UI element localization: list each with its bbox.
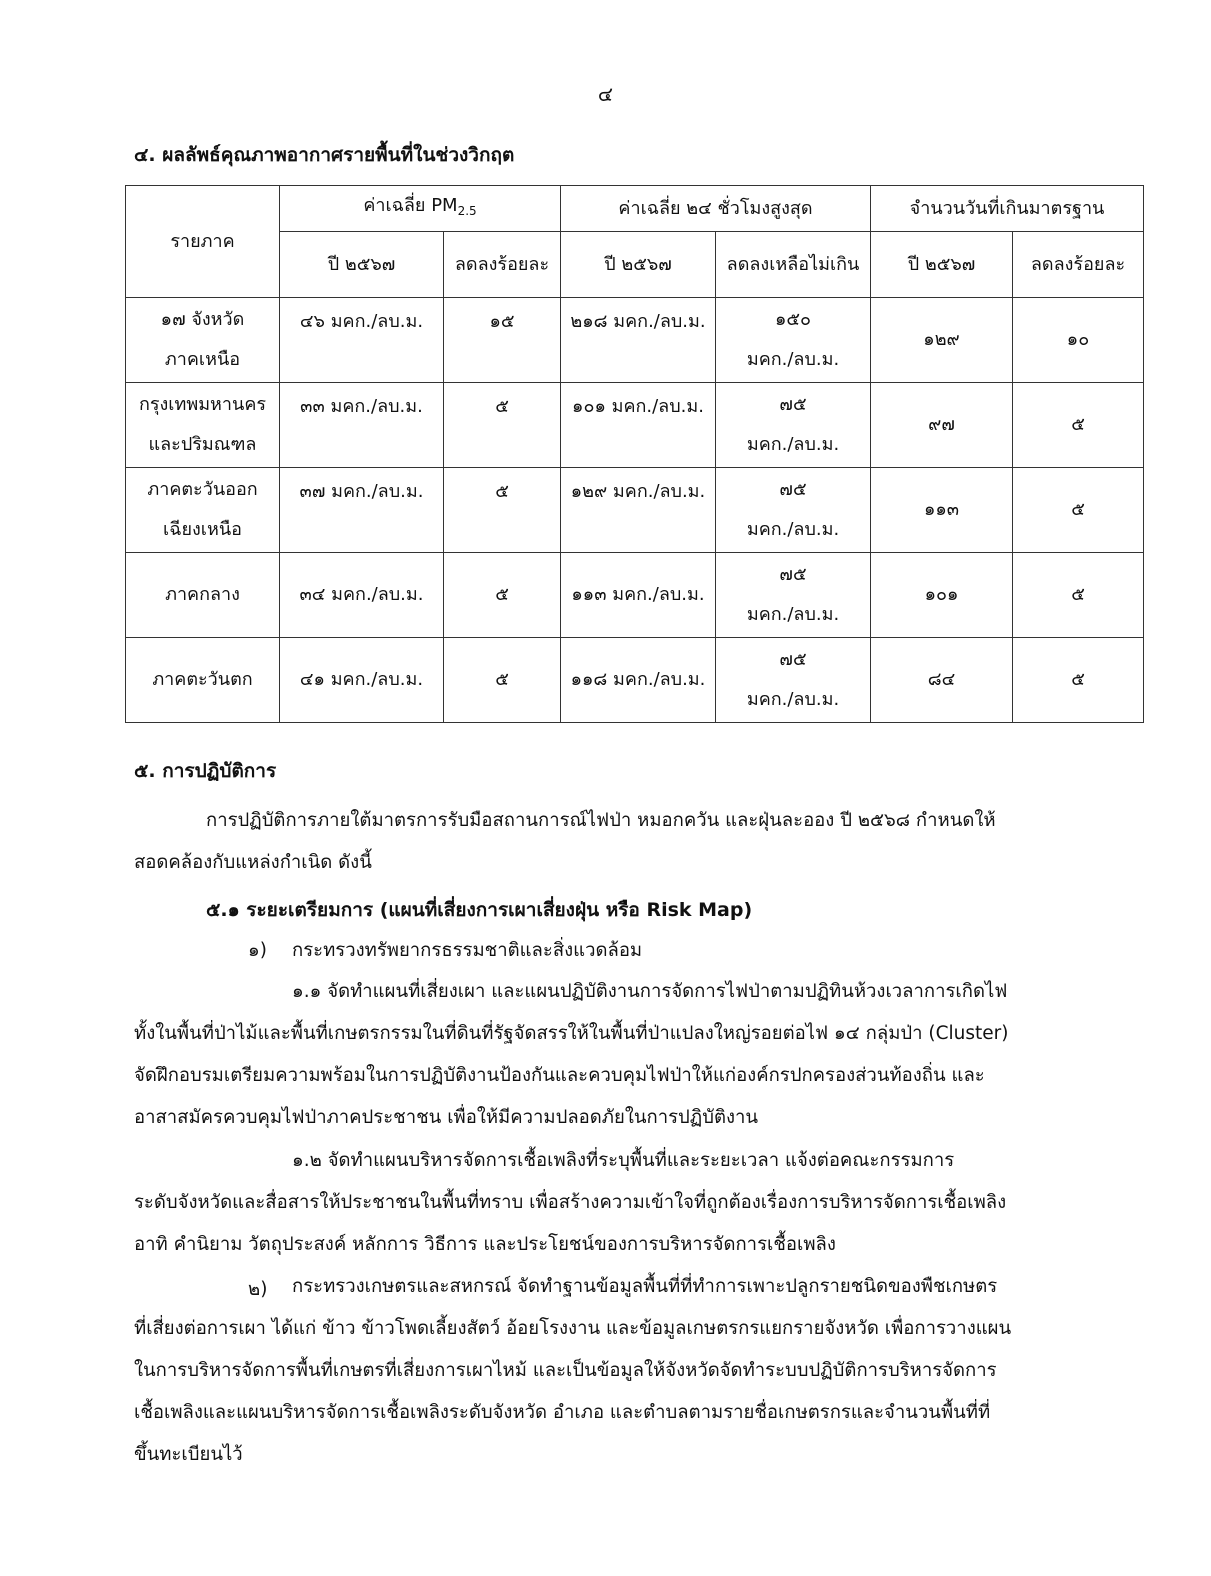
- intro-line: สอดคล้องกับแหล่งกำเนิด ดังนี้: [134, 852, 372, 873]
- paragraph-line: ระดับจังหวัดและสื่อสารให้ประชาชนในพื้นที่ทราบ เพื่อสร้างความเข้าใจที่ถูกต้องเรื่องการบริหารจัดการเชื้อเพลิง: [134, 1192, 1007, 1213]
- max-limit-unit: มคก./ลบ.ม.: [746, 689, 840, 710]
- max-limit-cell: [716, 298, 871, 383]
- subheader-pm-2567: ปี ๒๕๖๗: [280, 232, 444, 298]
- paragraph-line: ที่เสี่ยงต่อการเผา ได้แก่ ข้าว ข้าวโพดเลี้ยงสัตว์ อ้อยโรงงาน และข้อมูลเกษตรกรแยกรายจังหวัด เพื่อการวางแผน: [134, 1318, 1012, 1339]
- section-4-title: ๔. ผลลัพธ์คุณภาพอากาศรายพื้นที่ในช่วงวิกฤต: [134, 144, 515, 166]
- paragraph-line: ๑.๑ จัดทำแผนที่เสี่ยงเผา และแผนปฏิบัติงานการจัดการไฟป่าตามปฏิทินห้วงเวลาการเกิดไฟ: [292, 981, 1008, 1002]
- region-line: ภาคตะวันออก: [147, 479, 258, 500]
- max-limit-cell: [716, 553, 871, 638]
- paragraph-line: ทั้งในพื้นที่ป่าไม้และพื้นที่เกษตรกรรมในที่ดินที่รัฐจัดสรรให้ในพื้นที่ป่าแปลงใหญ่รอยต่อไฟ ๑๔ กลุ่มป่า (Cluster): [134, 1023, 1009, 1044]
- max-24h-header: ค่าเฉลี่ย ๒๔ ชั่วโมงสูงสุด: [561, 186, 871, 232]
- paragraph-line: ขึ้นทะเบียนไว้: [134, 1444, 243, 1465]
- exceed-days-header: จำนวนวันที่เกินมาตรฐาน: [871, 186, 1144, 232]
- intro-line: การปฏิบัติการภายใต้มาตรการรับมือสถานการณ์ไฟป่า หมอกควัน และฝุ่นละออง ปี ๒๕๖๘ กำหนดให้: [206, 810, 996, 831]
- paragraph-line: ๑.๒ จัดทำแผนบริหารจัดการเชื้อเพลิงที่ระบุพื้นที่และระยะเวลา แจ้งต่อคณะกรรมการ: [292, 1150, 955, 1171]
- subheader-days-2567: ปี ๒๕๖๗: [871, 232, 1013, 298]
- table-row: [126, 638, 1144, 723]
- pm-2567-cell: ๓๔ มคก./ลบ.ม.: [280, 553, 444, 638]
- region-line: ๑๗ จังหวัด: [160, 309, 245, 330]
- pm-reduce-cell: ๕: [444, 468, 561, 553]
- region-line: เฉียงเหนือ: [163, 519, 242, 540]
- days-2567-cell: ๑๐๑: [871, 553, 1013, 638]
- max-2567-cell: ๑๐๑ มคก./ลบ.ม.: [561, 383, 716, 468]
- days-2567-cell: ๘๔: [871, 638, 1013, 723]
- days-reduce-cell: ๕: [1013, 553, 1144, 638]
- item-2-paragraph: [134, 1266, 1064, 1476]
- max-2567-cell: ๑๒๙ มคก./ลบ.ม.: [561, 468, 716, 553]
- paragraph-line: เชื้อเพลิงและแผนบริหารจัดการเชื้อเพลิงระดับจังหวัด อำเภอ และตำบลตามรายชื่อเกษตรกรและจำนวนพื้นที่ที่: [134, 1402, 991, 1423]
- region-line: กรุงเทพมหานคร: [138, 394, 267, 415]
- days-reduce-cell: ๕: [1013, 383, 1144, 468]
- item-1-title: กระทรวงทรัพยากรธรรมชาติและสิ่งแวดล้อม: [292, 940, 643, 961]
- region-line: และปริมณฑล: [148, 434, 257, 455]
- max-limit-value: ๗๕: [779, 564, 807, 585]
- max-limit-unit: มคก./ลบ.ม.: [746, 434, 840, 455]
- max-2567-cell: ๒๑๘ มคก./ลบ.ม.: [561, 298, 716, 383]
- subheader-days-reduce: ลดลงร้อยละ: [1013, 232, 1144, 298]
- subheader-max-limit: ลดลงเหลือไม่เกิน: [716, 232, 871, 298]
- pm-2567-cell: ๔๑ มคก./ลบ.ม.: [280, 638, 444, 723]
- table-row: [126, 468, 1144, 553]
- table-row: [126, 298, 1144, 383]
- days-2567-cell: ๑๒๙: [871, 298, 1013, 383]
- region-line: ภาคเหนือ: [164, 349, 241, 370]
- pm-reduce-cell: ๕: [444, 383, 561, 468]
- max-limit-value: ๗๕: [779, 649, 807, 670]
- subheader-pm-reduce: ลดลงร้อยละ: [444, 232, 561, 298]
- section-5-intro: [134, 800, 1064, 884]
- max-limit-cell: [716, 638, 871, 723]
- item-1-number: ๑): [248, 940, 267, 961]
- region-cell: ภาคตะวันตก: [126, 638, 280, 723]
- days-2567-cell: ๑๑๓: [871, 468, 1013, 553]
- region-cell: [126, 298, 280, 383]
- page-number: ๔: [597, 82, 614, 106]
- max-limit-unit: มคก./ลบ.ม.: [746, 519, 840, 540]
- max-limit-value: ๗๕: [779, 479, 807, 500]
- paragraph-line: ในการบริหารจัดการพื้นที่เกษตรที่เสี่ยงการเผาไหม้ และเป็นข้อมูลให้จังหวัดจัดทำระบบปฏิบัติการบริหารจัดการ: [134, 1360, 997, 1381]
- pm-subscript: 2.5: [457, 204, 477, 218]
- region-header: รายภาค: [126, 186, 280, 298]
- region-cell: [126, 468, 280, 553]
- paragraph-line: กระทรวงเกษตรและสหกรณ์ จัดทำฐานข้อมูลพื้นที่ที่ทำการเพาะปลูกรายชนิดของพืชเกษตร: [292, 1276, 998, 1297]
- pm-reduce-cell: ๕: [444, 553, 561, 638]
- region-cell: [126, 383, 280, 468]
- max-limit-unit: มคก./ลบ.ม.: [746, 349, 840, 370]
- air-quality-table: [125, 185, 1144, 723]
- table-row: [126, 383, 1144, 468]
- pm-reduce-cell: ๕: [444, 638, 561, 723]
- max-limit-cell: [716, 383, 871, 468]
- item-1-1-paragraph: [134, 971, 1064, 1139]
- days-reduce-cell: ๑๐: [1013, 298, 1144, 383]
- days-reduce-cell: ๕: [1013, 468, 1144, 553]
- item-1-2-paragraph: [134, 1140, 1064, 1266]
- paragraph-line: จัดฝึกอบรมเตรียมความพร้อมในการปฏิบัติงานป้องกันและควบคุมไฟป่าให้แก่องค์กรปกครองส่วนท้องถิ่น และ: [134, 1065, 985, 1086]
- section-5-title: ๕. การปฏิบัติการ: [134, 760, 277, 782]
- days-reduce-cell: ๕: [1013, 638, 1144, 723]
- pm-2567-cell: ๔๖ มคก./ลบ.ม.: [280, 298, 444, 383]
- max-2567-cell: ๑๑๓ มคก./ลบ.ม.: [561, 553, 716, 638]
- max-limit-value: ๑๕๐: [774, 309, 812, 330]
- max-2567-cell: ๑๑๘ มคก./ลบ.ม.: [561, 638, 716, 723]
- max-limit-value: ๗๕: [779, 394, 807, 415]
- pm-2567-cell: ๓๓ มคก./ลบ.ม.: [280, 383, 444, 468]
- max-limit-cell: [716, 468, 871, 553]
- pm-reduce-cell: ๑๕: [444, 298, 561, 383]
- subsection-5-1-title: ๕.๑ ระยะเตรียมการ (แผนที่เสี่ยงการเผาเสี่ยงฝุ่น หรือ Risk Map): [206, 899, 753, 921]
- pm-average-label: ค่าเฉลี่ย PM: [363, 195, 458, 216]
- pm-average-header: [280, 186, 561, 232]
- item-2-number: ๒): [248, 1279, 268, 1300]
- pm-2567-cell: ๓๗ มคก./ลบ.ม.: [280, 468, 444, 553]
- max-limit-unit: มคก./ลบ.ม.: [746, 604, 840, 625]
- paragraph-line: อาทิ คำนิยาม วัตถุประสงค์ หลักการ วิธีการ และประโยชน์ของการบริหารจัดการเชื้อเพลิง: [134, 1234, 836, 1255]
- subheader-max-2567: ปี ๒๕๖๗: [561, 232, 716, 298]
- paragraph-line: อาสาสมัครควบคุมไฟป่าภาคประชาชน เพื่อให้มีความปลอดภัยในการปฏิบัติงาน: [134, 1107, 759, 1128]
- table-row: [126, 553, 1144, 638]
- days-2567-cell: ๙๗: [871, 383, 1013, 468]
- region-cell: ภาคกลาง: [126, 553, 280, 638]
